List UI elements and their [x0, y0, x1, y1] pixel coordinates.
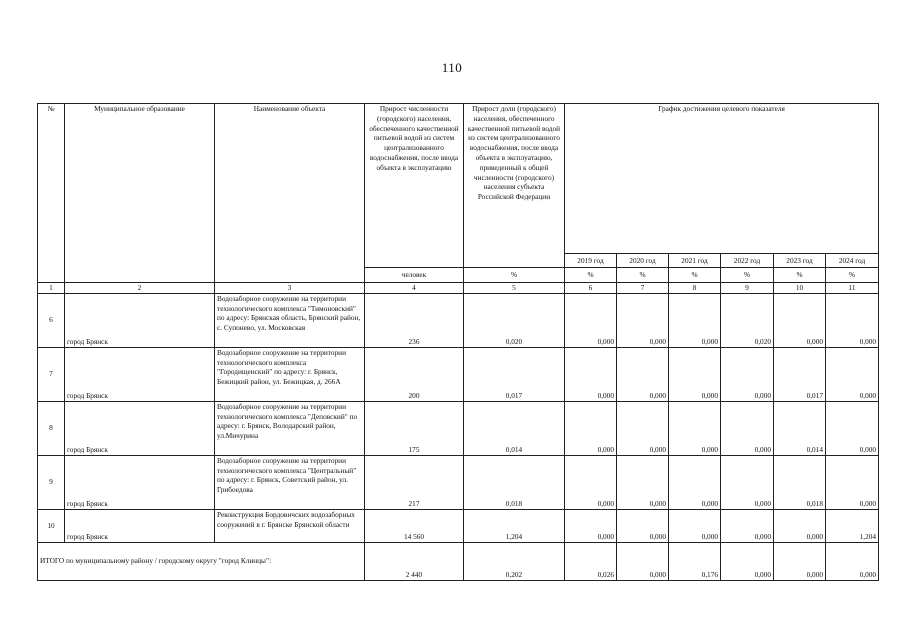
total-people-cell: 2 440 — [365, 542, 464, 580]
table-row — [38, 293, 879, 347]
year-value-cell: 0,000 — [826, 347, 879, 401]
header-row-main — [38, 104, 879, 254]
header-object: Наименование объекта — [215, 104, 365, 283]
share-cell: 0,017 — [464, 347, 565, 401]
table-row — [38, 455, 879, 509]
header-year: 2022 год — [721, 254, 774, 268]
column-number: 5 — [464, 283, 565, 294]
page-number: 110 — [441, 60, 463, 75]
total-year-value-cell: 0,000 — [721, 542, 774, 580]
municipality-cell: город Брянск — [65, 347, 215, 401]
year-value-cell: 0,000 — [565, 293, 617, 347]
object-cell: Водозаборное сооружение на территории технологического комплекса "Городищенский" по адресу: г. Брянск, Бежицкий район, ул. Бежицкая, д. 266А — [215, 347, 365, 401]
year-value-cell: 0,000 — [774, 509, 826, 542]
object-cell: Водозаборное сооружение на территории технологического комплекса "Центральный" по адресу: г. Брянск, Советский район, ул. Грибоедова — [215, 455, 365, 509]
column-number: 2 — [65, 283, 215, 294]
people-cell: 14 560 — [365, 509, 464, 542]
unit-percent: % — [565, 268, 617, 283]
total-year-value-cell: 0,000 — [617, 542, 669, 580]
column-number: 4 — [365, 283, 464, 294]
total-share-cell: 0,202 — [464, 542, 565, 580]
year-value-cell: 0,000 — [617, 293, 669, 347]
year-value-cell: 0,000 — [669, 455, 721, 509]
year-value-cell: 0,000 — [669, 509, 721, 542]
row-number: 7 — [38, 347, 65, 401]
column-number: 3 — [215, 283, 365, 294]
unit-percent: % — [721, 268, 774, 283]
target-indicator-table — [37, 103, 879, 581]
header-year: 2024 год — [826, 254, 879, 268]
year-value-cell: 0,000 — [617, 455, 669, 509]
total-year-value-cell: 0,000 — [774, 542, 826, 580]
year-value-cell: 0,000 — [721, 401, 774, 455]
municipality-cell: город Брянск — [65, 401, 215, 455]
year-value-cell: 0,020 — [721, 293, 774, 347]
share-cell: 0,018 — [464, 455, 565, 509]
table-row — [38, 401, 879, 455]
share-cell: 0,020 — [464, 293, 565, 347]
unit-percent: % — [617, 268, 669, 283]
year-value-cell: 0,000 — [565, 455, 617, 509]
unit-percent: % — [464, 268, 565, 283]
header-year: 2021 год — [669, 254, 721, 268]
unit-percent: % — [826, 268, 879, 283]
total-row — [38, 542, 879, 580]
people-cell: 175 — [365, 401, 464, 455]
header-share-growth: Прирост доли (городского) населения, обеспеченного качественной питьевой водой из систем централизованного водоснабжения, после ввода объекта в эксплуатацию, приведенный к общей численности (городского) населения субъекта Российской Федерации — [464, 104, 565, 268]
object-cell: Реконструкция Бордовичских водозаборных сооружений в г. Брянске Брянской области — [215, 509, 365, 542]
year-value-cell: 0,000 — [774, 293, 826, 347]
municipality-cell: город Брянск — [65, 509, 215, 542]
people-cell: 200 — [365, 347, 464, 401]
header-year: 2019 год — [565, 254, 617, 268]
year-value-cell: 0,000 — [826, 293, 879, 347]
row-number: 9 — [38, 455, 65, 509]
municipality-cell: город Брянск — [65, 455, 215, 509]
year-value-cell: 0,000 — [721, 509, 774, 542]
year-value-cell: 0,000 — [565, 347, 617, 401]
year-value-cell: 1,204 — [826, 509, 879, 542]
year-value-cell: 0,000 — [565, 401, 617, 455]
year-value-cell: 0,017 — [774, 347, 826, 401]
year-value-cell: 0,000 — [565, 509, 617, 542]
people-cell: 217 — [365, 455, 464, 509]
row-number: 10 — [38, 509, 65, 542]
object-cell: Водозаборное сооружение на территории технологического комплекса "Деповский" по адресу: г. Брянск, Володарский район, ул.Мичурина — [215, 401, 365, 455]
year-value-cell: 0,000 — [721, 455, 774, 509]
year-value-cell: 0,018 — [774, 455, 826, 509]
year-value-cell: 0,000 — [721, 347, 774, 401]
year-value-cell: 0,000 — [669, 401, 721, 455]
people-cell: 236 — [365, 293, 464, 347]
column-number: 9 — [721, 283, 774, 294]
total-year-value-cell: 0,000 — [826, 542, 879, 580]
year-value-cell: 0,000 — [617, 401, 669, 455]
column-number: 6 — [565, 283, 617, 294]
row-number: 8 — [38, 401, 65, 455]
total-label: ИТОГО по муниципальному району / городскому округу "город Клинцы": — [38, 542, 365, 580]
year-value-cell: 0,000 — [669, 347, 721, 401]
column-number: 8 — [669, 283, 721, 294]
column-number: 11 — [826, 283, 879, 294]
total-year-value-cell: 0,026 — [565, 542, 617, 580]
table-row — [38, 509, 879, 542]
header-year: 2023 год — [774, 254, 826, 268]
header-schedule: График достижения целевого показателя — [565, 104, 879, 254]
year-value-cell: 0,014 — [774, 401, 826, 455]
municipality-cell: город Брянск — [65, 293, 215, 347]
year-value-cell: 0,000 — [826, 455, 879, 509]
unit-percent: % — [774, 268, 826, 283]
unit-percent: % — [669, 268, 721, 283]
column-number: 10 — [774, 283, 826, 294]
column-number: 1 — [38, 283, 65, 294]
year-value-cell: 0,000 — [826, 401, 879, 455]
table-row — [38, 347, 879, 401]
row-number: 6 — [38, 293, 65, 347]
header-no: № — [38, 104, 65, 283]
share-cell: 0,014 — [464, 401, 565, 455]
year-value-cell: 0,000 — [669, 293, 721, 347]
object-cell: Водозаборное сооружение на территории технологического комплекса "Тимоновский" по адресу: Брянская область, Брянский район, с. Супонево, ул. Московская — [215, 293, 365, 347]
header-year: 2020 год — [617, 254, 669, 268]
column-number: 7 — [617, 283, 669, 294]
unit-people: человек — [365, 268, 464, 283]
total-year-value-cell: 0,176 — [669, 542, 721, 580]
year-value-cell: 0,000 — [617, 509, 669, 542]
header-population-growth: Прирост численности (городского) населения, обеспеченного качественной питьевой водой из систем централизованного водоснабжения, после ввода объекта в эксплуатацию — [365, 104, 464, 268]
header-municipality: Муниципальное образование — [65, 104, 215, 283]
column-number-row — [38, 283, 879, 294]
share-cell: 1,204 — [464, 509, 565, 542]
year-value-cell: 0,000 — [617, 347, 669, 401]
